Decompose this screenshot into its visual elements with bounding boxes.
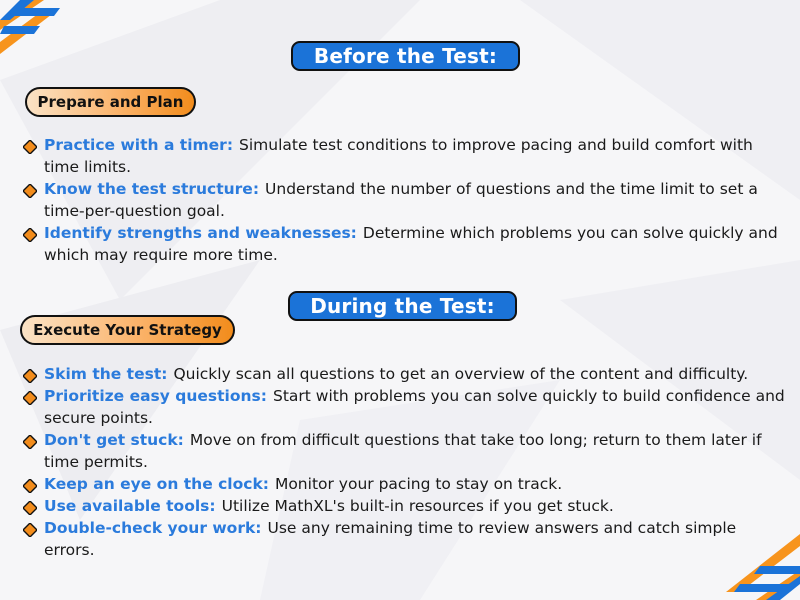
list-item: Identify strengths and weaknesses: Determine which problems you can solve quickly and which may require more time.: [22, 222, 790, 266]
list-item: Don't get stuck: Move on from difficult questions that take too long; return to them later if time permits.: [22, 429, 790, 473]
diamond-bullet-icon: [23, 479, 37, 493]
during-test-header: During the Test:: [288, 291, 517, 321]
diamond-bullet-icon: [23, 369, 37, 383]
diamond-bullet-icon: [23, 523, 37, 537]
diamond-bullet-icon: [23, 501, 37, 515]
stripe-decoration-top-left: [0, 0, 90, 70]
list-item: Skim the test: Quickly scan all questions to get an overview of the content and difficulty.: [22, 363, 790, 385]
diamond-bullet-icon: [23, 435, 37, 449]
diamond-bullet-icon: [23, 228, 37, 242]
list-item: Keep an eye on the clock: Monitor your pacing to stay on track.: [22, 473, 790, 495]
list-item: Use available tools: Utilize MathXL's built-in resources if you get stuck.: [22, 495, 790, 517]
list-item: Know the test structure: Understand the number of questions and the time limit to set a time-per-question goal.: [22, 178, 790, 222]
before-list: [22, 134, 790, 266]
before-test-header: Before the Test:: [291, 41, 520, 71]
list-item: Double-check your work: Use any remaining time to review answers and catch simple errors.: [22, 517, 790, 561]
during-list: [22, 363, 790, 561]
diamond-bullet-icon: [23, 140, 37, 154]
execute-strategy-subheader: Execute Your Strategy: [20, 315, 235, 345]
prepare-plan-subheader: Prepare and Plan: [25, 87, 196, 117]
diamond-bullet-icon: [23, 184, 37, 198]
list-item: Practice with a timer: Simulate test conditions to improve pacing and build comfort with time limits.: [22, 134, 790, 178]
diamond-bullet-icon: [23, 391, 37, 405]
list-item: Prioritize easy questions: Start with problems you can solve quickly to build confidence and secure points.: [22, 385, 790, 429]
